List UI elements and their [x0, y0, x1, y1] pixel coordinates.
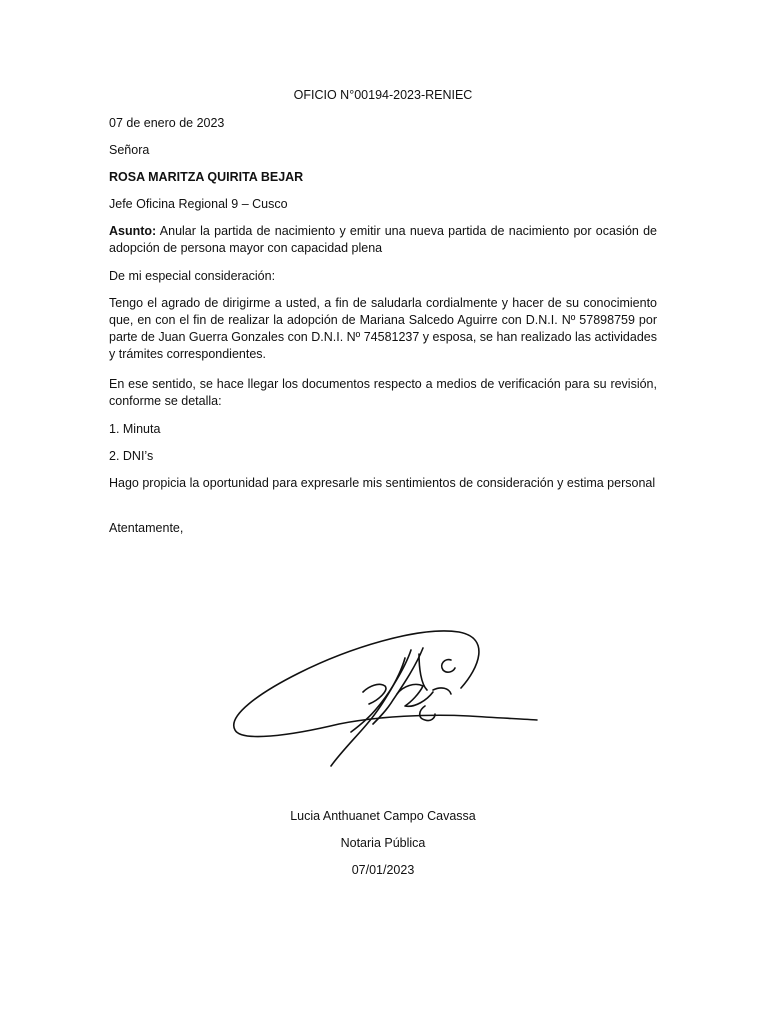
closing: Atentamente,	[109, 521, 184, 535]
recipient-role: Jefe Oficina Regional 9 – Cusco	[109, 197, 288, 211]
salutation: Señora	[109, 143, 150, 157]
body-paragraph-3: Hago propicia la oportunidad para expresarle mis sentimientos de consideración y estima personal	[109, 476, 656, 490]
letter-date: 07 de enero de 2023	[109, 116, 225, 130]
greeting: De mi especial consideración:	[109, 269, 276, 283]
subject-label: Asunto:	[109, 224, 157, 238]
signer-role: Notaria Pública	[340, 836, 426, 850]
signature-date: 07/01/2023	[351, 863, 415, 877]
recipient-name: ROSA MARITZA QUIRITA BEJAR	[109, 170, 304, 184]
subject-text: Anular la partida de nacimiento y emitir una nueva partida de nacimiento por ocasión de adopción de persona mayor con capacidad plena	[109, 224, 657, 255]
body-paragraph-2: En ese sentido, se hace llegar los documentos respecto a medios de verificación para su revisión, conforme se detalla:	[109, 377, 657, 408]
body-paragraph-1: Tengo el agrado de dirigirme a usted, a fin de saludarla cordialmente y hacer de su conocimiento que, en con el fin de realizar la adopción de Mariana Salcedo Aguirre con D.N.I. Nº 57898759 por parte de Juan Guerra Gonzales con D.N.I. Nº 74581237 y esposa, se han realizado las actividades y trámites correspondientes.	[109, 296, 657, 361]
letter-title: OFICIO N°00194-2023-RENIEC	[293, 88, 473, 102]
signer-name: Lucia Anthuanet Campo Cavassa	[290, 809, 476, 823]
letter-page	[109, 0, 657, 1024]
handwritten-signature	[229, 628, 541, 770]
document-list-item-1: 1. Minuta	[109, 422, 161, 436]
document-list-item-2: 2. DNI’s	[109, 449, 154, 463]
subject-paragraph	[109, 223, 657, 257]
